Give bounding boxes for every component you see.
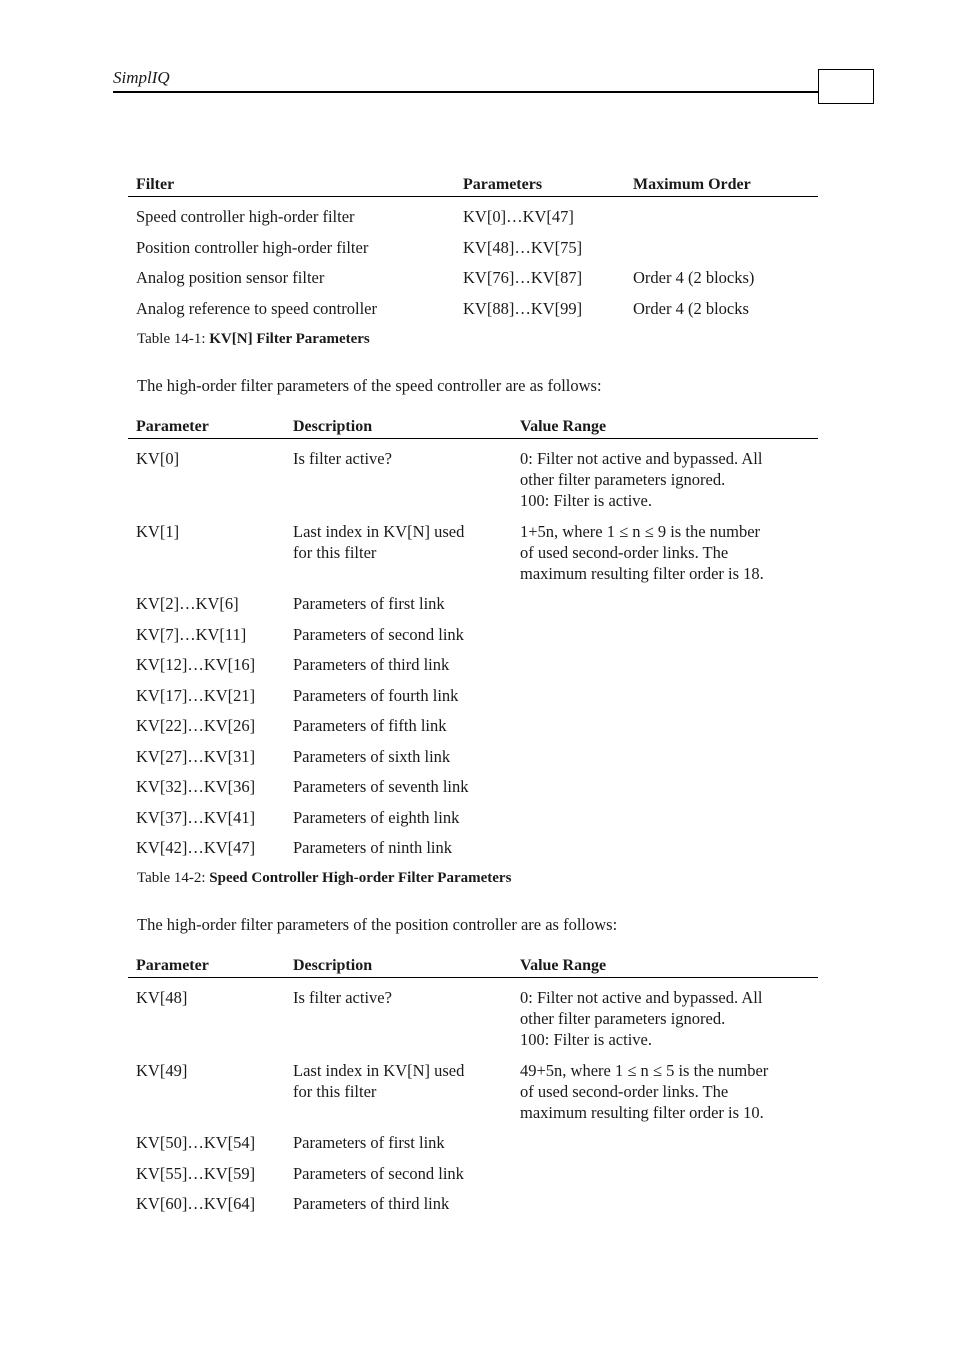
column-header: Value Range [520, 418, 607, 435]
running-header-title: SimplIQ [113, 68, 170, 87]
table-cell [512, 1163, 818, 1184]
table-row [128, 448, 818, 511]
table-cell [512, 776, 818, 797]
table-cell: 0: Filter not active and bypassed. All other filter parameters ignored. 100: Filter is active. [520, 988, 763, 1049]
table-row [128, 685, 818, 706]
table-cell: Analog position sensor filter [136, 268, 325, 287]
table-cell: KV[37]…KV[41] [136, 807, 256, 827]
table-cell: Order 4 (2 blocks [633, 298, 749, 318]
table-cell [512, 715, 818, 736]
table-cell: KV[17]…KV[21] [136, 685, 256, 705]
table-cell: Is filter active? [293, 449, 392, 468]
table-cell: Parameters of fifth link [293, 716, 447, 735]
table-cell: KV[42]…KV[47] [136, 838, 256, 857]
table-cell: KV[48] [136, 988, 188, 1007]
table-cell [512, 624, 818, 645]
table-cell: Parameters of sixth link [293, 746, 451, 766]
column-header: Description [293, 418, 373, 435]
table-cell [512, 685, 818, 706]
table-cell: Analog reference to speed controller [136, 298, 377, 318]
table-row [128, 593, 818, 614]
table-cell: Parameters of first link [293, 594, 445, 613]
table-cell: 0: Filter not active and bypassed. All other filter parameters ignored. 100: Filter is active. [520, 449, 763, 510]
table-cell: KV[55]…KV[59] [136, 1163, 256, 1183]
table-cell [512, 654, 818, 675]
table-cell: KV[88]…KV[99] [463, 298, 583, 318]
header-rule [113, 91, 819, 93]
position-controller-intro: The high-order filter parameters of the position controller are as follows: [137, 915, 618, 934]
table-cell: Position controller high-order filter [136, 237, 369, 257]
table-row [128, 807, 818, 828]
table-cell: Parameters of first link [293, 1133, 445, 1152]
table-row [128, 654, 818, 675]
table-14-2-caption: Table 14-2: Speed Controller High-order Filter Parameters [137, 870, 512, 886]
table-row [128, 1163, 818, 1184]
table-cell: Parameters of seventh link [293, 777, 469, 796]
column-header: Parameters [463, 176, 543, 193]
table-row [128, 267, 818, 288]
table-cell [512, 837, 818, 858]
table-cell: KV[48]…KV[75] [463, 237, 583, 257]
column-header: Filter [136, 176, 175, 193]
table-cell [512, 1193, 818, 1214]
table-cell: KV[0] [136, 449, 180, 468]
table-row [128, 715, 818, 736]
table-cell [512, 746, 818, 767]
column-header: Description [293, 957, 373, 974]
table-header-row [128, 176, 818, 197]
table-cell: Order 4 (2 blocks) [633, 268, 755, 287]
table-14-1-caption: Table 14-1: KV[N] Filter Parameters [137, 331, 370, 347]
speed-controller-filter-table [128, 418, 818, 858]
table-cell: 49+5n, where 1 ≤ n ≤ 5 is the number of used second-order links. The maximum resulting filter order is 10. [520, 1060, 769, 1122]
table-cell: Parameters of second link [293, 624, 464, 644]
table-cell [625, 237, 818, 258]
table-cell: KV[0]…KV[47] [463, 207, 574, 226]
table-cell: KV[2]…KV[6] [136, 594, 239, 613]
speed-controller-intro: The high-order filter parameters of the speed controller are as follows: [137, 376, 602, 395]
table-cell: KV[27]…KV[31] [136, 746, 256, 766]
column-header: Maximum Order [633, 176, 751, 193]
table-cell: Speed controller high-order filter [136, 207, 355, 226]
table-cell: Last index in KV[N] used for this filter [293, 1060, 465, 1101]
table-cell: KV[22]…KV[26] [136, 716, 256, 735]
table-cell: 1+5n, where 1 ≤ n ≤ 9 is the number of used second-order links. The maximum resulting filter order is 18. [520, 521, 764, 583]
table-cell [512, 1132, 818, 1153]
table-cell: Parameters of eighth link [293, 807, 460, 827]
table-row [128, 521, 818, 584]
table-cell: KV[7]…KV[11] [136, 624, 247, 644]
table-row [128, 624, 818, 645]
table-cell: Parameters of second link [293, 1163, 464, 1183]
table-cell: KV[76]…KV[87] [463, 268, 583, 287]
table-cell: KV[1] [136, 521, 180, 541]
table-row [128, 776, 818, 797]
table-row [128, 298, 818, 319]
table-row [128, 746, 818, 767]
table-row [128, 1193, 818, 1214]
table-cell [625, 206, 818, 227]
table-cell: Is filter active? [293, 988, 392, 1007]
table-cell [512, 593, 818, 614]
table-row [128, 837, 818, 858]
column-header: Value Range [520, 957, 607, 974]
filter-parameters-table [128, 176, 818, 319]
table-cell: Parameters of ninth link [293, 838, 453, 857]
table-row [128, 237, 818, 258]
page-number-box [818, 69, 874, 104]
table-cell: KV[60]…KV[64] [136, 1194, 256, 1213]
table-cell: Parameters of fourth link [293, 685, 459, 705]
column-header: Parameter [136, 418, 209, 435]
table-row [128, 206, 818, 227]
table-header-row [128, 418, 818, 439]
table-row [128, 1132, 818, 1153]
table-cell [512, 807, 818, 828]
table-header-row [128, 957, 818, 978]
table-cell: KV[12]…KV[16] [136, 655, 256, 674]
table-cell: KV[32]…KV[36] [136, 777, 256, 796]
table-cell: Parameters of third link [293, 1194, 450, 1213]
table-row [128, 987, 818, 1050]
table-row [128, 1060, 818, 1123]
column-header: Parameter [136, 957, 209, 974]
table-cell: Last index in KV[N] used for this filter [293, 521, 465, 562]
position-controller-filter-table [128, 957, 818, 1214]
table-cell: KV[49] [136, 1060, 188, 1080]
table-cell: KV[50]…KV[54] [136, 1133, 256, 1152]
table-cell: Parameters of third link [293, 655, 450, 674]
